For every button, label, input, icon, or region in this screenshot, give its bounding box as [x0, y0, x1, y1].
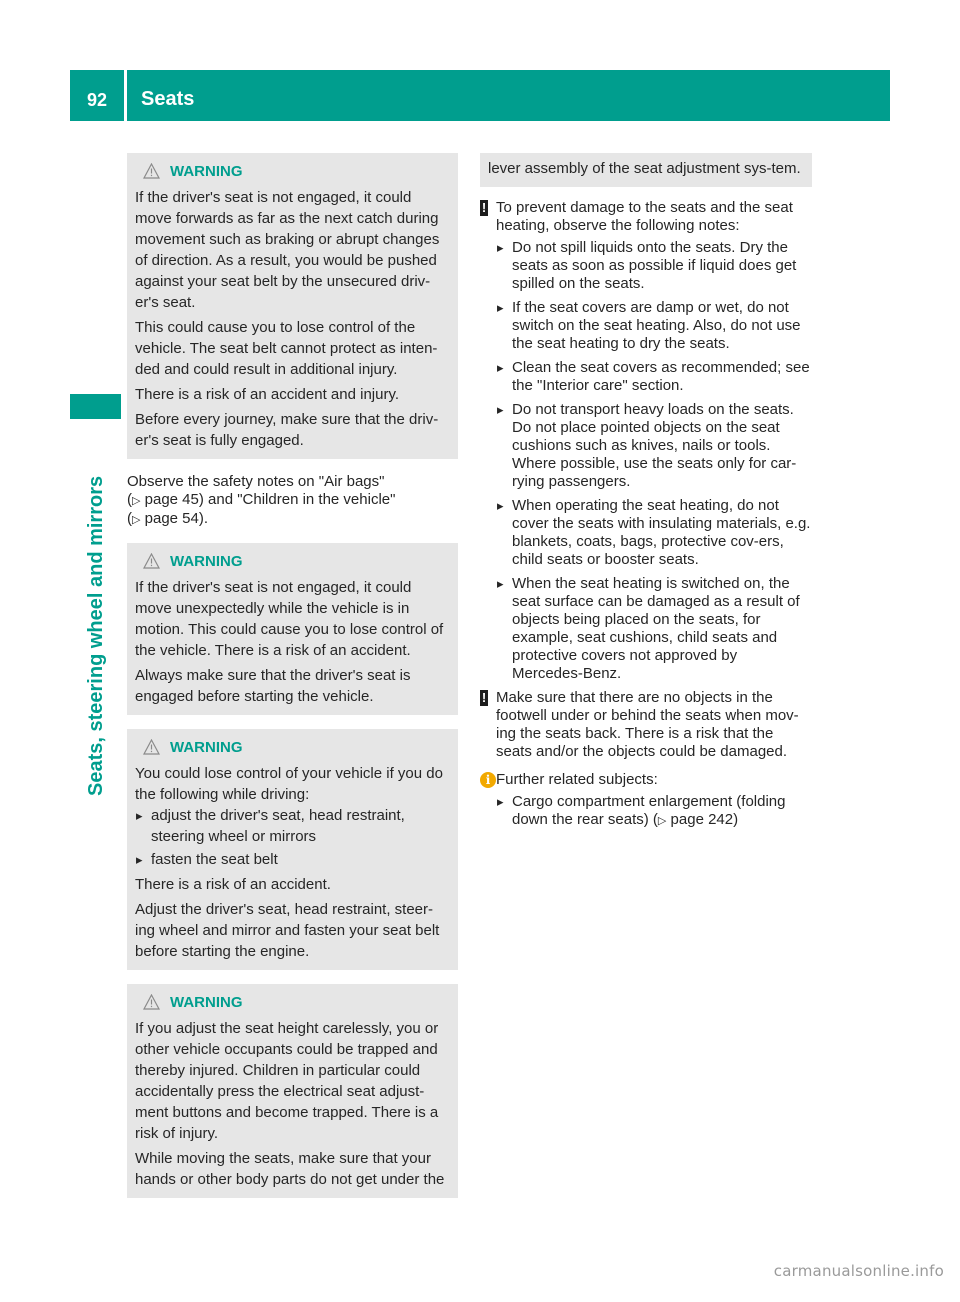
paren: (: [127, 491, 132, 508]
warning-text: This could cause you to lose control of the vehicle. The seat belt cannot protect as inten-ded and could result in additional injury.: [135, 319, 438, 378]
caution-icon: !: [481, 200, 487, 215]
warning-text: If you adjust the seat height carelessly, you or other vehicle occupants could be trapped and thereby injured. Children in particular could accidentally press the electrical seat adjust-ment buttons and become trapped. There is a risk of injury.: [135, 1020, 439, 1142]
warning-header: [143, 735, 450, 759]
list-item[interactable]: [496, 793, 812, 830]
warning-title: WARNING: [170, 552, 243, 570]
left-column: [127, 153, 458, 1212]
warning-box: [127, 984, 458, 1198]
warning-box: [127, 153, 458, 459]
warning-text: If the driver's seat is not engaged, it could move unexpectedly while the vehicle is in motion. This could cause you to lose control of the vehicle. There is a risk of an accident.: [135, 579, 444, 659]
watermark: carmanualsonline.info: [773, 1262, 944, 1280]
warning-text: There is a risk of an accident.: [135, 876, 331, 893]
list-item: ▸ When the seat heating is switched on, the seat surface can be damaged as a result of objects being placed on the seats, for example, seat cushions, child seats and protective covers not approved by Mercedes-Benz.: [496, 575, 812, 683]
paren: (: [127, 510, 132, 527]
list-item: ▸ adjust the driver's seat, head restraint, steering wheel or mirrors: [135, 805, 450, 847]
warning-header: [143, 549, 450, 573]
note-text: Further related subjects:: [496, 771, 658, 788]
page-number: 92: [86, 90, 108, 110]
list-item: ▸ Do not spill liquids onto the seats. Dry the seats as soon as possible if liquid does get spilled on the seats.: [496, 239, 812, 293]
page-link-45[interactable]: page 45) and "Children in the vehicle": [144, 491, 396, 508]
warning-text: While moving the seats, make sure that your hands or other body parts do not get under the: [135, 1150, 445, 1188]
warning-box: [127, 729, 458, 970]
warning-text: There is a risk of an accident and injury.: [135, 386, 400, 403]
reference-text: Cargo compartment enlargement (folding down the rear seats) (: [512, 793, 786, 828]
reference-line[interactable]: [127, 491, 458, 510]
info-icon: i: [480, 772, 496, 788]
warning-text: If the driver's seat is not engaged, it could move forwards as far as the next catch during movement such as braking or abrupt changes of direction. As a result, you would be pushed against your seat belt by the unsecured driv-er's seat.: [135, 189, 440, 311]
safety-notes-reference: [127, 473, 458, 529]
note-bullet-list: [496, 239, 812, 683]
list-item: ▸ Clean the seat covers as recommended; see the "Interior care" section.: [496, 359, 812, 395]
note-bullet-list: [496, 793, 812, 830]
warning-header: [143, 159, 450, 183]
list-item: ▸ When operating the seat heating, do not cover the seats with insulating materials, e.g. blankets, coats, bags, protective cov-ers, child seats or booster seats.: [496, 497, 812, 569]
warning-triangle-icon: [143, 553, 160, 569]
page-arrow-icon: ▷: [132, 514, 141, 526]
warning-box: [127, 543, 458, 715]
page-link-242[interactable]: page 242): [670, 811, 739, 828]
warning-title: WARNING: [170, 738, 243, 756]
warning-triangle-icon: [143, 739, 160, 755]
warning-title: WARNING: [170, 162, 243, 180]
warning-title: WARNING: [170, 993, 243, 1011]
note-text: Make sure that there are no objects in the footwell under or behind the seats when mov-ing the seats back. There is a risk that the seats and/or the objects could be damaged.: [496, 689, 799, 760]
caution-note: [480, 199, 812, 683]
header-divider: [124, 70, 127, 121]
caution-icon: !: [481, 690, 487, 705]
note-text: To prevent damage to the seats and the seat heating, observe the following notes:: [496, 199, 793, 234]
warning-text: Always make sure that the driver's seat is engaged before starting the vehicle.: [135, 667, 411, 705]
side-tab-marker: [70, 394, 121, 419]
page-link-54[interactable]: page 54).: [144, 510, 209, 527]
page-arrow-icon: ▷: [132, 495, 141, 507]
reference-line: Observe the safety notes on "Air bags": [127, 473, 385, 490]
warning-bullet-list: [135, 805, 450, 870]
chapter-label: Seats, steering wheel and mirrors: [85, 475, 107, 796]
warning-triangle-icon: [143, 994, 160, 1010]
section-title: Seats: [141, 88, 195, 110]
list-item: ▸ Do not transport heavy loads on the seats. Do not place pointed objects on the seat cushions such as knives, nails or tools. Where possible, use the seats only for car-rying passengers.: [496, 401, 812, 491]
warning-text: Adjust the driver's seat, head restraint, steer-ing wheel and mirror and fasten your seat belt before starting the engine.: [135, 901, 440, 960]
caution-note: [480, 689, 812, 761]
list-item: ▸ fasten the seat belt: [135, 849, 450, 870]
warning-text: Before every journey, make sure that the driv-er's seat is fully engaged.: [135, 411, 439, 449]
warning-continuation: lever assembly of the seat adjustment sys-tem.: [480, 153, 812, 187]
list-item: ▸ If the seat covers are damp or wet, do not switch on the seat heating. Also, do not use the seat heating to dry the seats.: [496, 299, 812, 353]
page-arrow-icon: ▷: [657, 815, 667, 827]
right-column: [480, 153, 812, 836]
warning-triangle-icon: [143, 163, 160, 179]
warning-header: [143, 990, 450, 1014]
warning-text: You could lose control of your vehicle if you do the following while driving:: [135, 765, 443, 803]
reference-line[interactable]: [127, 510, 458, 529]
info-note: [480, 771, 812, 830]
